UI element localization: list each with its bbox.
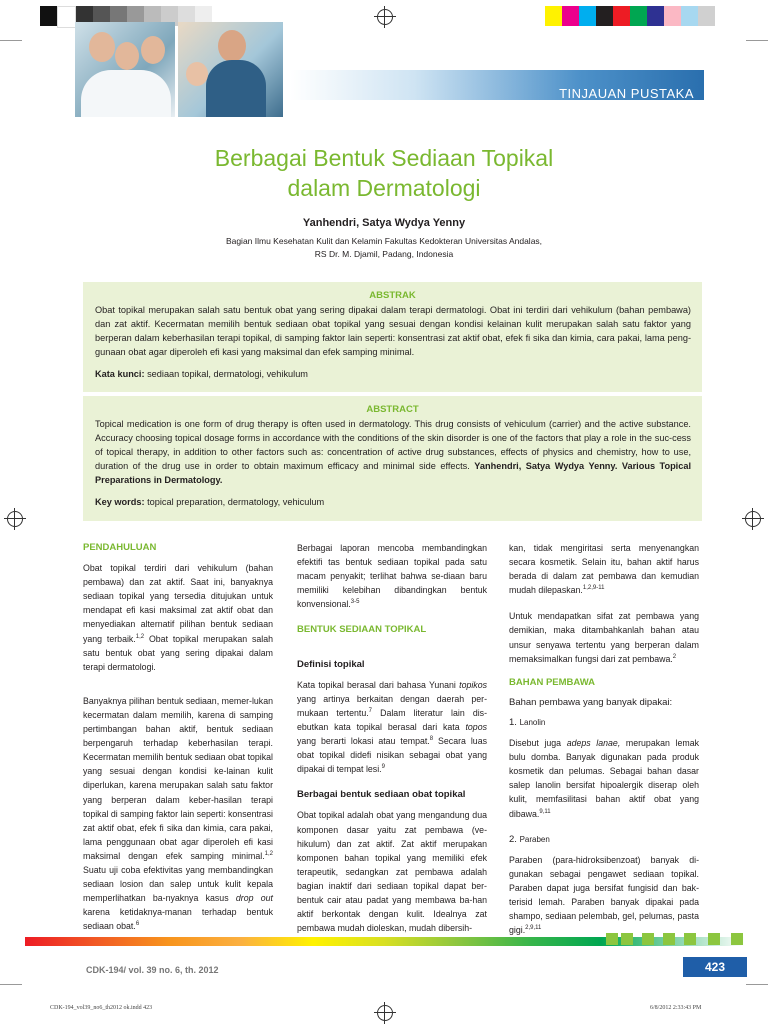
article-title-line1: Berbagai Bentuk Sediaan Topikal — [214, 145, 554, 171]
abstrak-keywords-label: Kata kunci: — [95, 369, 145, 379]
registration-mark-right — [745, 511, 761, 527]
registration-mark-left — [7, 511, 23, 527]
page-number: 423 — [683, 957, 747, 977]
text-run: Obat topikal merupakan salah satu bentuk obat yang sering dipakai dalam terapi dermatologi. — [83, 633, 273, 672]
footer-square — [663, 933, 675, 945]
abstract-box — [83, 396, 702, 521]
footer-journal: CDK-194/ vol. 39 no. 6, th. 2012 — [86, 965, 219, 975]
subheading-berbagai-bentuk: Berbagai bentuk sediaan obat topikal — [297, 789, 466, 801]
text-run: karena ketidaknya-manan terhadap bentuk sediaan obat. — [83, 907, 273, 932]
affiliation-line2: RS Dr. M. Djamil, Padang, Indonesia — [314, 249, 454, 259]
list-label: Lanolin — [519, 717, 546, 727]
abstrak-box — [83, 282, 702, 392]
paragraph — [509, 736, 699, 821]
text-run: Berbagai laporan mencoba membandingkan efektifi tas bentuk sediaan topikal pada satu macam penyakit; terlihat bahwa se-diaan baru memiliki kelebihan dibandingkan bentuk konvensional. — [297, 543, 487, 610]
crop-line — [746, 984, 768, 985]
abstract-body: Topical medication is one form of drug therapy is often used in dermatology. This drug consists of vehiculum (carrier) and the active substance. Accuracy choosing topical dosage forms in accordance with the conditions of the skin disorder is one of the factors that play a role in the suc-cess of topical therapy, in addition to other factors such as: concentration of active drug substances, effects of physics and chemistry, how to use, duration of the drug use in order to obtain maximum efficacy and minimal side effects. — [95, 419, 691, 471]
list-intro: Bahan pembawa yang banyak dipakai: — [509, 696, 673, 708]
abstract-keywords — [83, 487, 702, 507]
body-column-3 — [509, 541, 699, 943]
abstract-text — [83, 415, 702, 487]
text-run: Dalam literatur lain dis-ebutkan kata topikal berasal dari kata — [297, 707, 488, 732]
text-run: kan, tidak mengiritasi serta menyenangkan secara kosmetik. Selain itu, bahan aktif harus berada di dalam zat pembawa dan kemudian mudah dilepaskan. — [509, 543, 699, 596]
citation-ref: 1,2 — [135, 633, 145, 640]
text-run: Untuk mendapatkan sifat zat pembawa yang demikian, maka ditambahkanlah bahan atau unsur senyawa tertentu yang berperan dalam memaksimalkan fungsi dari zat pembawa. — [509, 611, 699, 664]
text-run: yang berarti lokasi atau tempat. — [297, 736, 430, 747]
paragraph — [509, 853, 699, 938]
text-run: merupakan lemak bulu domba. Banyak digunakan pada produk kosmetik dan pelumas. Sebagai bahan dasar salep lanolin bersifat hipoalergik diserap oleh kulit, memfasilitasi bahan aktif obat yang dibawa. — [509, 738, 699, 819]
text-italic: topikos — [459, 679, 487, 690]
footer-square — [606, 933, 618, 945]
citation-ref: 7 — [368, 707, 373, 714]
paragraph — [83, 561, 273, 674]
abstract-keywords-label: Key words: — [95, 497, 145, 507]
footer-square — [708, 933, 720, 945]
footer-color-band — [25, 937, 745, 946]
abstract-heading: ABSTRACT — [366, 404, 419, 415]
citation-ref: 8 — [429, 736, 434, 743]
citation-ref: 2 — [672, 653, 677, 660]
heading-bentuk-sediaan: BENTUK SEDIAAN TOPIKAL — [297, 624, 427, 636]
citation-ref: 6 — [135, 921, 140, 928]
article-authors: Yanhendri, Satya Wydya Yenny — [302, 217, 466, 229]
citation-ref: 9 — [381, 764, 385, 771]
citation-ref: 1,2 — [264, 850, 273, 857]
article-title-line2: dalam Dermatologi — [287, 175, 481, 201]
body-column-2 — [297, 541, 487, 941]
abstrak-text: Obat topikal merupakan salah satu bentuk obat yang sering dipakai dalam terapi dermatologi. Obat ini terdiri dari vehikulum (bahan pembawa) dan zat aktif. Kecermatan memilih bentuk sediaan obat topikal yang sesuai dengan kondisi kelainan kulit merupakan salah satu faktor yang berperan dalam keberhasilan terapi topikal, di samping faktor lain seperti: konsentrasi zat aktif obat, efek fi sika dan kimia, cara pakai, lama peng-gunaan obat agar diperoleh efi kasi yang maksimal dan efek samping minimal. — [95, 305, 691, 357]
article-affiliation — [0, 235, 768, 261]
list-item-label — [509, 716, 699, 730]
citation-ref: 3-5 — [350, 599, 360, 606]
abstract-keywords-value: topical preparation, dermatology, vehiculum — [144, 497, 325, 507]
list-number: 2. — [509, 833, 517, 845]
citation-ref: 2,9,11 — [525, 925, 542, 932]
paragraph — [297, 678, 487, 777]
section-tag: TINJAUAN PUSTAKA — [559, 86, 694, 101]
citation-ref: 9,11 — [539, 808, 551, 815]
registration-mark-bottom — [377, 1005, 393, 1021]
crop-line — [746, 40, 768, 41]
abstrak-keywords-value: sediaan topikal, dermatologi, vehikulum — [144, 369, 308, 379]
text-italic: drop out — [235, 893, 274, 904]
text-run: Kata topikal berasal dari bahasa Yunani — [297, 679, 460, 690]
footer-square — [642, 933, 654, 945]
footer-square — [731, 933, 743, 945]
text-run: yang artinya berkaitan dengan daerah per-mukaan tertentu. — [297, 693, 487, 718]
registration-bar-color — [545, 6, 715, 26]
list-label: Paraben — [519, 834, 550, 844]
abstract-citation: Yanhendri, Satya Wydya Yenny. Various Topical Preparations in Dermatology. — [95, 461, 692, 485]
header-photo-nurse-child — [178, 22, 283, 117]
text-run: Paraben (para-hidroksibenzoat) banyak di-gunakan sebagai pengawet sediaan topikal. Paraben dapat juga bersifat fungisid dan bak-terisid lemah. Paraben banyak dipakai pada shampo, sediaan pelembab, gel, pelumas, pasta gigi. — [509, 854, 699, 936]
paragraph: Obat topikal adalah obat yang mengandung dua komponen dasar yaitu zat pembawa (ve-hikulum) dan zat aktif. Zat aktif merupakan komponen bahan topikal yang memiliki efek terapeutik, sedangkan zat pembawa adalah bagian inaktif dari sediaan topikal dapat ber-bentuk cair atau padat yang membawa ba-han aktif berkontak dengan kulit. Idealnya zat pembawa mudah dioleskan, mudah dibersih- — [297, 810, 487, 934]
list-item-label — [509, 833, 699, 847]
body-column-1 — [83, 541, 273, 939]
paragraph — [509, 609, 699, 665]
header-photo-doctors — [75, 22, 175, 117]
registration-mark-top — [377, 9, 393, 25]
text-run: Disebut juga — [509, 738, 567, 749]
text-run: Secara luas obat topikal didefi nisikan sebagai obat yang dipakai di tempat lesi. — [297, 736, 487, 775]
text-run: Obat topikal terdiri dari vehikulum (bahan pembawa) dan zat aktif. Saat ini, banyaknya sediaan topikal yang tersedia ditujukan untuk mendapat efi kasi maksimal zat aktif obat dan menyediakan alternatif pilihan bentuk sediaan yang terbaik. — [83, 563, 273, 644]
heading-pendahuluan: PENDAHULUAN — [83, 542, 157, 553]
heading-bahan-pembawa: BAHAN PEMBAWA — [509, 676, 596, 688]
paragraph — [83, 694, 273, 934]
paragraph — [509, 541, 699, 597]
footer-square — [621, 933, 633, 945]
text-italic: topos — [465, 721, 487, 732]
text-run: Banyaknya pilihan bentuk sediaan, memer-lukan kecermatan dalam memilih, karena di samping pertimbangan bahan aktif, bentuk sediaan berpengaruh terhadap keberhasilan terapi. Kecermatan memilih bentuk sediaan obat topikal yang sesuai dengan kondisi ke-lainan kulit diperlukan, karena merupakan salah satu faktor yang berperan dalam keber-hasilan terapi topikal di samping faktor lain seperti: konsentrasi zat aktif obat, efek fi sika dan kimia, cara pakai, lama penggunaan obat agar diperoleh efi kasi maksimal dengan efek samping minimal. — [83, 695, 273, 861]
abstrak-heading: ABSTRAK — [369, 290, 416, 301]
print-slug-file: CDK-194_vol39_no6_th2012 ok.indd 423 — [50, 1005, 153, 1011]
text-run: Suatu uji coba efektivitas yang membandingkan sediaan losion dan salep untuk kulit kepala memperlihatkan ba-nyaknya kasus — [83, 864, 273, 904]
article-title — [0, 143, 768, 203]
subheading-definisi: Definisi topikal — [297, 658, 365, 670]
crop-line — [0, 40, 22, 41]
affiliation-line1: Bagian Ilmu Kesehatan Kulit dan Kelamin Fakultas Kedokteran Universitas Andalas, — [225, 236, 543, 246]
crop-line — [0, 984, 22, 985]
list-number: 1. — [509, 716, 517, 728]
citation-ref: 1,2,9-11 — [582, 585, 605, 592]
footer-square — [684, 933, 696, 945]
paragraph — [297, 541, 487, 611]
print-slug-date: 6/8/2012 2:33:43 PM — [650, 1005, 702, 1011]
text-italic: adeps lanae, — [566, 738, 621, 749]
abstrak-keywords — [83, 359, 702, 379]
